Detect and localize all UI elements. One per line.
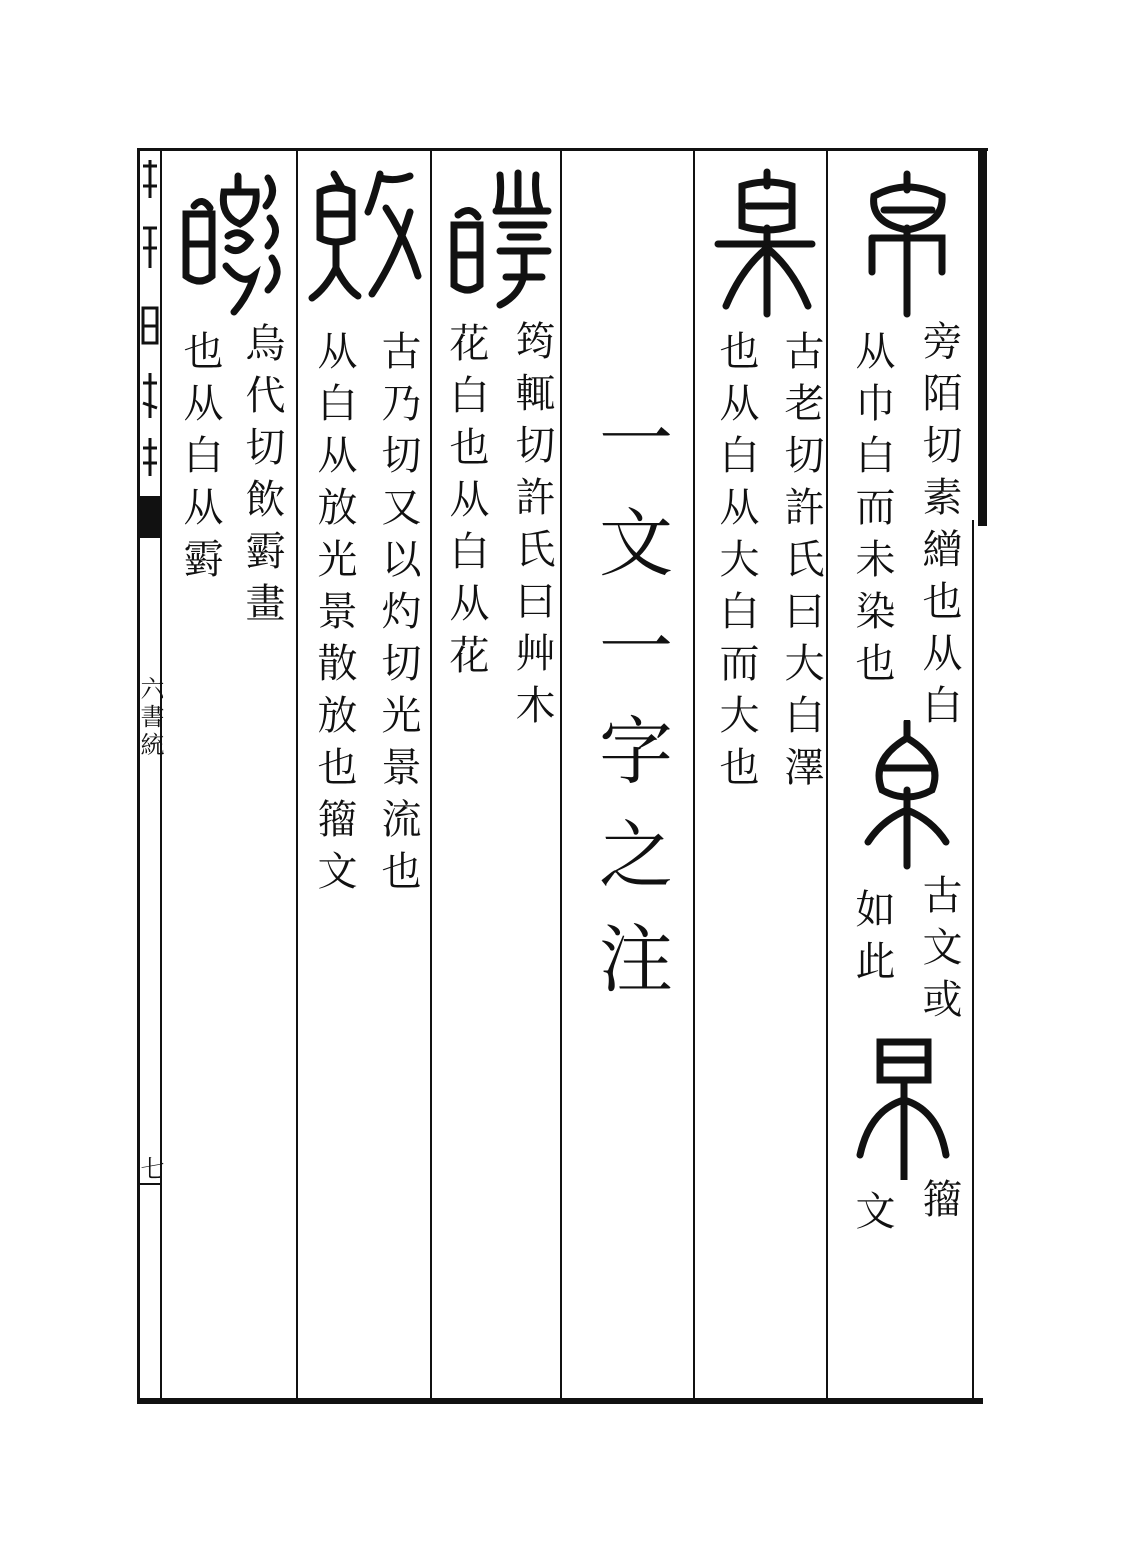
seal-glyph-ye [440,165,560,325]
margin-border-right [160,148,162,1404]
entry-note-right: 烏代切飲䨴畫 [239,322,285,634]
variant2-note-right: 籀 [916,1178,962,1230]
entry-note-right: 古老切許氏曰大白澤 [778,330,824,798]
margin-book-title: 六書統 [136,676,164,760]
section-heading: 一文一字之注 [587,400,673,1024]
right-thick-border [978,148,987,526]
column-divider [430,150,432,1398]
entry-note-left: 也从白从䨴 [177,330,223,590]
right-thin-border [972,520,974,1400]
entry-note-left: 从巾白而未染也 [849,330,895,694]
entry-note-right: 筠輒切許氏曰艸木 [509,320,555,736]
bottom-border [138,1398,983,1404]
entry-note-right: 旁陌切素繒也从白 [916,320,962,736]
fishtail-mark [137,498,162,538]
entry-note-left: 也从白从大白而大也 [713,330,759,798]
seal-glyph-gao [712,168,822,318]
seal-glyph-variant-zhouwen [852,1030,952,1180]
margin-page-number: 七 [136,1156,164,1184]
variant2-note-left: 文 [849,1190,895,1242]
column-divider [296,150,298,1398]
seal-glyph-variant-guwen [862,720,952,870]
column-divider [560,150,562,1398]
entry-note-left: 花白也从白从花 [443,322,489,686]
variant-note-right: 古文或 [916,874,962,1030]
top-border [140,148,988,151]
seal-glyph-ai [176,166,296,326]
entry-note-right: 古乃切又以灼切光景流也 [375,330,421,902]
variant-note-left: 如此 [849,888,895,992]
margin-header-glyphs [140,158,160,478]
margin-cross-rule-top [137,496,162,498]
seal-glyph-jiao [306,168,426,318]
entry-note-left: 从白从放光景散放也籀文 [311,330,357,902]
column-divider [693,150,695,1398]
seal-glyph-bo [862,168,952,318]
